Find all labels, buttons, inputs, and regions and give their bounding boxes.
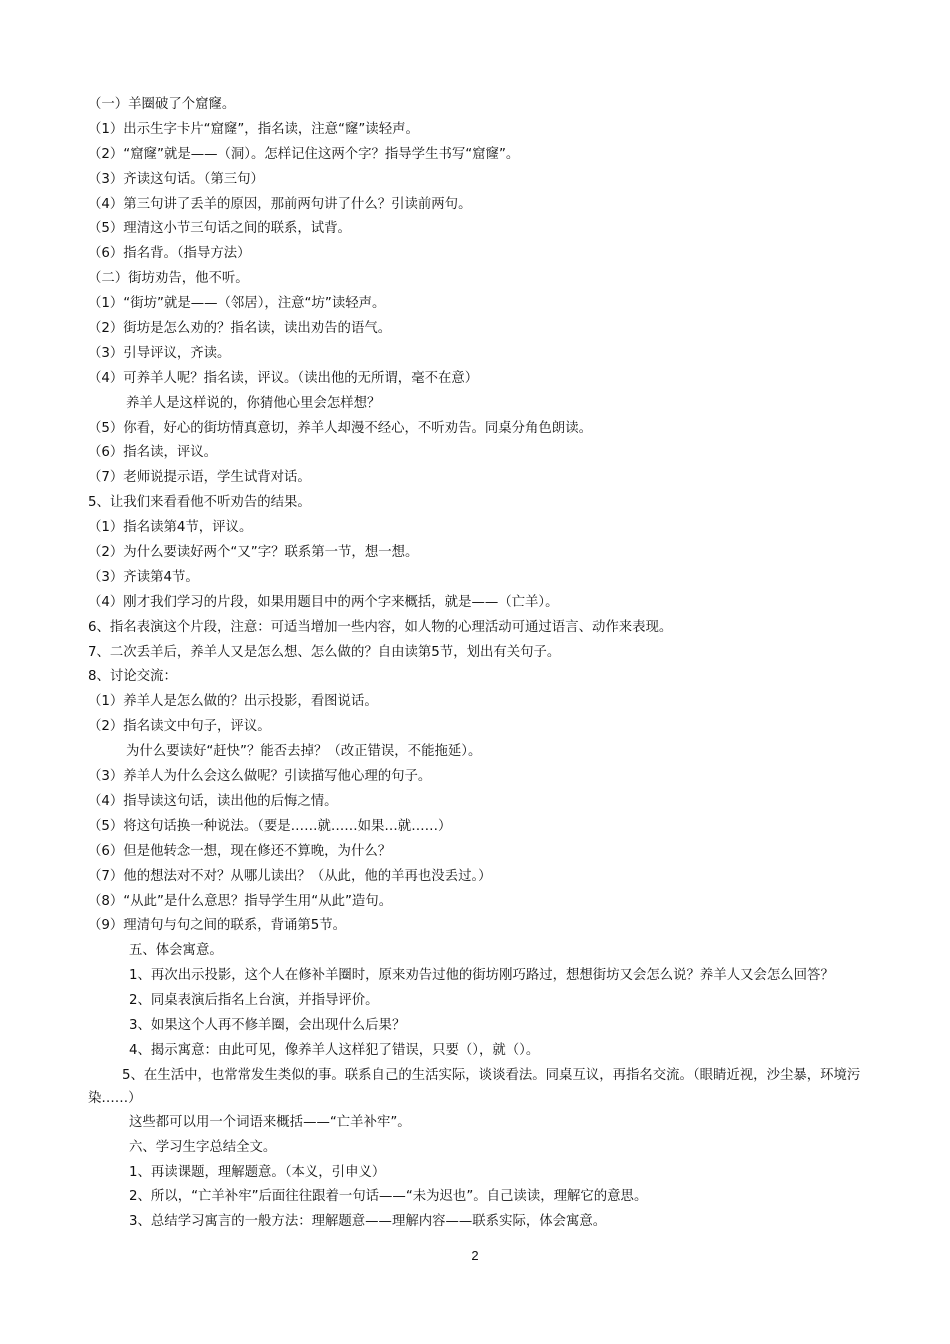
text-line: （4）可养羊人呢？指名读，评议。（读出他的无所谓，毫不在意） <box>88 370 479 386</box>
text-line: （5）将这句话换一种说法。（要是……就……如果…就……） <box>88 818 452 834</box>
text-line: 5、让我们来看看他不听劝告的结果。 <box>88 495 311 511</box>
text-line: 为什么要读好“赶快”？能否去掉？（改正错误，不能拖延）。 <box>126 744 482 760</box>
text-line: （3）齐读第4节。 <box>88 569 199 585</box>
document-body <box>88 93 868 1235</box>
text-line: 6、指名表演这个片段，注意：可适当增加一些内容，如人物的心理活动可通过语言、动作来表现。 <box>88 619 673 635</box>
text-line: 3、如果这个人再不修羊圈，会出现什么后果？ <box>129 1017 406 1033</box>
text-line: （6）指名背。（指导方法） <box>88 246 251 262</box>
text-line: （3）养羊人为什么会这么做呢？引读描写他心理的句子。 <box>88 769 432 785</box>
text-line: （5）理清这小节三句话之间的联系，试背。 <box>88 221 351 237</box>
text-line: （8）“从此”是什么意思？指导学生用“从此”造句。 <box>88 893 393 909</box>
text-line: （2）为什么要读好两个“又”字？联系第一节，想一想。 <box>88 545 419 561</box>
text-line: 3、总结学习寓言的一般方法：理解题意——理解内容——联系实际，体会寓意。 <box>129 1214 607 1230</box>
text-line: （7）老师说提示语，学生试背对话。 <box>88 470 311 486</box>
text-line: （2）“窟窿”就是——（洞）。怎样记住这两个字？指导学生书写“窟窿”。 <box>88 146 520 162</box>
page-number: 2 <box>471 1248 479 1263</box>
text-line: （一）羊圈破了个窟窿。 <box>88 97 236 112</box>
text-line: （5）你看，好心的街坊情真意切，养羊人却漫不经心，不听劝告。同桌分角色朗读。 <box>88 420 592 436</box>
text-line: （6）但是他转念一想，现在修还不算晚，为什么？ <box>88 843 392 859</box>
text-line: （1）出示生字卡片“窟窿”，指名读，注意“窿”读轻声。 <box>88 121 419 137</box>
text-line: 养羊人是这样说的，你猜他心里会怎样想？ <box>126 395 381 411</box>
text-line: （1）养羊人是怎么做的？出示投影，看图说话。 <box>88 694 378 710</box>
text-line: （4）刚才我们学习的片段，如果用题目中的两个字来概括，就是——（亡羊）。 <box>88 594 559 610</box>
text-line: （4）第三句讲了丢羊的原因，那前两句讲了什么？引读前两句。 <box>88 196 472 212</box>
text-line: （4）指导读这句话，读出他的后悔之情。 <box>88 793 338 809</box>
text-line: 2、所以，“亡羊补牢”后面往往跟着一句话——“未为迟也”。自己读读，理解它的意思。 <box>129 1189 648 1205</box>
text-line: （6）指名读，评议。 <box>88 445 218 461</box>
text-line: 2、同桌表演后指名上台演，并指导评价。 <box>129 993 379 1009</box>
section-heading: 五、体会寓意。 <box>129 943 223 959</box>
text-line: （7）他的想法对不对？从哪儿读出？（从此，他的羊再也没丢过。） <box>88 868 492 884</box>
text-line: 1、再次出示投影，这个人在修补羊圈时，原来劝告过他的街坊刚巧路过，想想街坊又会怎么说？养羊人又会怎么回答？ <box>129 968 834 984</box>
text-line: （9）理清句与句之间的联系，背诵第5节。 <box>88 918 347 934</box>
text-line: （3）引导评议，齐读。 <box>88 345 231 361</box>
text-line: （1）“街坊”就是——（邻居），注意“坊”读轻声。 <box>88 296 386 312</box>
text-line: 1、再读课题，理解题意。（本义，引申义） <box>129 1164 386 1180</box>
text-line: （2）街坊是怎么劝的？指名读，读出劝告的语气。 <box>88 321 392 337</box>
text-line: （2）指名读文中句子，评议。 <box>88 719 271 735</box>
text-paragraph: 5、在生活中，也常常发生类似的事。联系自己的生活实际，谈谈看法。同桌互议，再指名交流。（眼睛近视，沙尘暴，环境污染……） <box>88 1067 861 1106</box>
section-heading: 六、学习生字总结全文。 <box>129 1139 277 1155</box>
text-line: 8、讨论交流： <box>88 669 177 685</box>
text-line: （1）指名读第4节，评议。 <box>88 520 253 536</box>
text-line: 这些都可以用一个词语来概括——“亡羊补牢”。 <box>129 1114 411 1130</box>
text-line: 4、揭示寓意：由此可见，像养羊人这样犯了错误，只要（），就（）。 <box>129 1042 540 1058</box>
text-line: （3）齐读这句话。（第三句） <box>88 171 264 187</box>
text-line: 7、二次丢羊后，养羊人又是怎么想、怎么做的？自由读第5节，划出有关句子。 <box>88 644 561 660</box>
text-line: （二）街坊劝告，他不听。 <box>88 271 249 287</box>
